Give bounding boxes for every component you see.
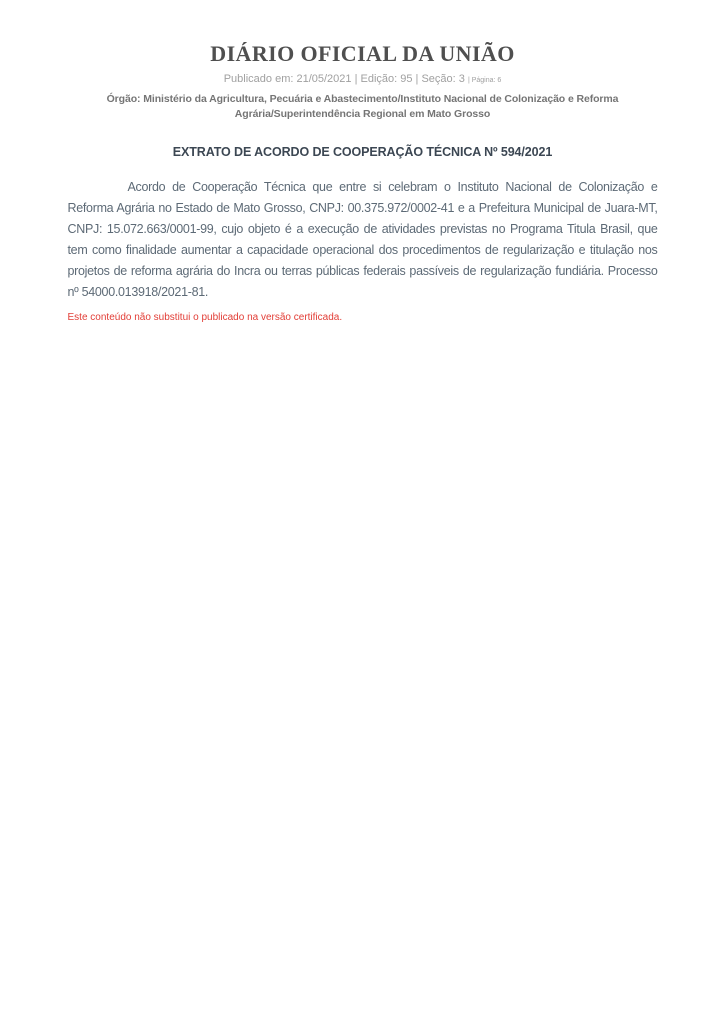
publication-organ: Órgão: Ministério da Agricultura, Pecuária e Abastecimento/Instituto Nacional de Colonização e Reforma Agrária/Superintendência Regional em Mato Grosso xyxy=(106,93,619,120)
article-body: Acordo de Cooperação Técnica que entre si celebram o Instituto Nacional de Colonização e Reforma Agrária no Estado de Mato Grosso, CNPJ: 00.375.972/0002-41 e a Prefeitura Municipal de Juara-MT, CNPJ: 15.072.663/0001-99, cujo objeto é a execução de atividades previstas no Programa Titula Brasil, que tem como finalidade aumentar a capacidade operacional dos procedimentos de regularização e titulação nos projetos de reforma agrária do Incra ou terras públicas federais passíveis de regularização fundiária. Processo nº 54000.013918/2021-81. xyxy=(67,180,658,299)
certification-disclaimer: Este conteúdo não substitui o publicado na versão certificada. xyxy=(67,312,343,323)
publication-meta xyxy=(0,73,725,87)
page-footer xyxy=(0,312,725,324)
publication-meta-page: | Página: 6 xyxy=(467,77,502,84)
publication-meta-main: Publicado em: 21/05/2021 | Edição: 95 | Seção: 3 xyxy=(223,73,465,85)
article-heading: EXTRATO DE ACORDO DE COOPERAÇÃO TÉCNICA Nº 594/2021 xyxy=(172,145,553,159)
publication-title: DIÁRIO OFICIAL DA UNIÃO xyxy=(210,41,515,66)
article xyxy=(0,144,725,303)
masthead xyxy=(0,0,725,122)
